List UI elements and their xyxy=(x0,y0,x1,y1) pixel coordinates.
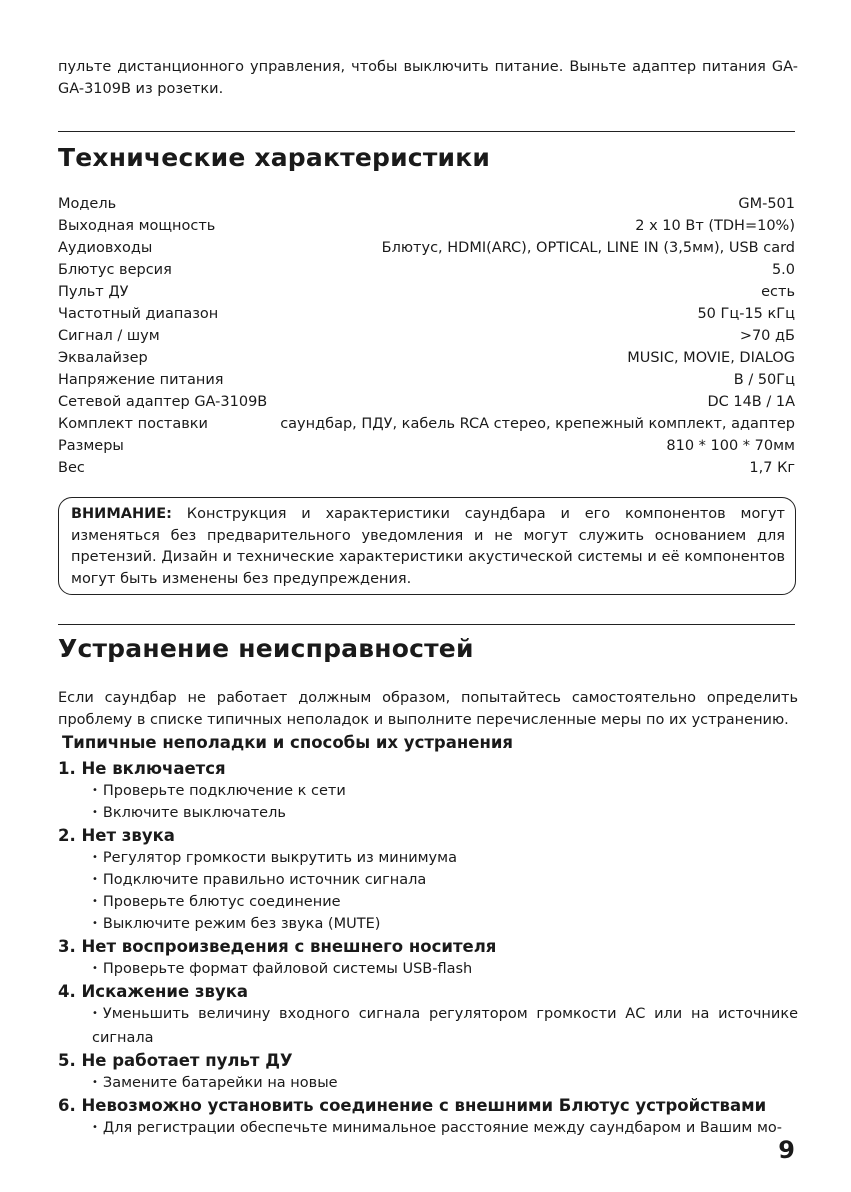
spec-row xyxy=(58,237,795,259)
spec-label: Эквалайзер xyxy=(58,350,148,366)
bullet-icon: • xyxy=(92,1122,98,1133)
troubleshooting-intro: Если саундбар не работает должным образом, попытайтесь самостоятельно определить проблему в списке типичных неполадок и выполните перечисленные меры по их устранению. xyxy=(58,690,798,728)
list-item xyxy=(58,1003,798,1049)
spec-label: Вес xyxy=(58,460,85,476)
spec-row xyxy=(58,435,795,457)
tip-text: Регулятор громкости выкрутить из минимума xyxy=(102,850,457,866)
spec-row xyxy=(58,457,795,479)
troubleshooting-heading: Устранение неисправностей xyxy=(58,634,474,663)
spec-value: 5.0 xyxy=(771,262,795,278)
list-item xyxy=(58,891,798,913)
spec-label: Частотный диапазон xyxy=(58,306,219,322)
spec-value: 1,7 Кг xyxy=(749,460,795,476)
tip-text: Замените батарейки на новые xyxy=(102,1075,338,1091)
spec-row xyxy=(58,215,795,237)
spec-row xyxy=(58,325,795,347)
issue-title: 1. Не включается xyxy=(58,759,226,778)
spec-label: Размеры xyxy=(58,438,124,454)
tip-text: Уменьшить величину входного сигнала регулятором громкости АС или на источнике сигнала xyxy=(92,1006,798,1046)
spec-value: В / 50Гц xyxy=(733,372,795,388)
spec-label: Пульт ДУ xyxy=(58,284,129,300)
section-divider-troubleshooting xyxy=(58,624,795,625)
spec-row xyxy=(58,193,795,215)
spec-value: есть xyxy=(761,284,795,300)
spec-label: Напряжение питания xyxy=(58,372,224,388)
issues-list xyxy=(58,757,798,1139)
spec-value: DC 14В / 1А xyxy=(707,394,795,410)
spec-row xyxy=(58,303,795,325)
specs-heading: Технические характеристики xyxy=(58,143,491,172)
tip-text: Выключите режим без звука (MUTE) xyxy=(102,916,381,932)
spec-row xyxy=(58,347,795,369)
spec-label: Сигнал / шум xyxy=(58,328,160,344)
tip-text: Проверьте подключение к сети xyxy=(102,783,346,799)
bullet-icon: • xyxy=(92,874,98,885)
issue-title: 4. Искажение звука xyxy=(58,982,249,1001)
spec-row xyxy=(58,259,795,281)
section-divider-specs xyxy=(58,131,795,132)
page-number: 9 xyxy=(778,1136,795,1164)
spec-label: Комплект поставки xyxy=(58,416,208,432)
tip-text: Подключите правильно источник сигнала xyxy=(102,872,427,888)
spec-label: Выходная мощность xyxy=(58,218,216,234)
spec-value: >70 дБ xyxy=(739,328,795,344)
specs-table xyxy=(58,193,795,479)
list-item xyxy=(58,913,798,935)
tip-text: Для регистрации обеспечьте минимальное расстояние между саундбаром и Вашим мо- xyxy=(102,1120,783,1136)
bullet-icon: • xyxy=(92,963,98,974)
list-item xyxy=(58,869,798,891)
spec-value: саундбар, ПДУ, кабель RCA стерео, крепежный комплект, адаптер xyxy=(280,416,795,432)
issue-title: 6. Невозможно установить соединение с внешними Блютус устройствами xyxy=(58,1096,767,1115)
tip-text: Проверьте блютус соединение xyxy=(102,894,341,910)
spec-value: GM-501 xyxy=(738,196,795,212)
list-item xyxy=(58,1072,798,1094)
bullet-icon: • xyxy=(92,785,98,796)
bullet-icon: • xyxy=(92,852,98,863)
spec-label: Модель xyxy=(58,196,117,212)
warning-text: Конструкция и характеристики саундбара и его компонентов могут изменяться без предварительного уведомления и не могут служить основанием для претензий. Дизайн и технические характеристики акустической системы и её компонентов могут быть изменены без предупреждения. xyxy=(71,506,785,587)
spec-value: 810 * 100 * 70мм xyxy=(666,438,795,454)
spec-value: 50 Гц-15 кГц xyxy=(697,306,795,322)
tip-text: Включите выключатель xyxy=(102,805,286,821)
spec-row xyxy=(58,369,795,391)
list-item xyxy=(58,1117,798,1139)
list-item xyxy=(58,802,798,824)
spec-row xyxy=(58,281,795,303)
spec-row xyxy=(58,413,795,435)
bullet-icon: • xyxy=(92,1008,98,1019)
list-item xyxy=(58,847,798,869)
spec-value: 2 х 10 Вт (TDH=10%) xyxy=(635,218,795,234)
list-item xyxy=(58,958,798,980)
intro-paragraph: пульте дистанционного управления, чтобы выключить питание. Выньте адаптер питания GA-GA-3109B из розетки. xyxy=(58,59,798,97)
spec-row xyxy=(58,391,795,413)
issue-title: 3. Нет воспроизведения с внешнего носителя xyxy=(58,937,497,956)
issue-title: 2. Нет звука xyxy=(58,826,175,845)
issue-title: 5. Не работает пульт ДУ xyxy=(58,1051,293,1070)
bullet-icon: • xyxy=(92,918,98,929)
spec-value: Блютус, HDMI(ARC), OPTICAL, LINE IN (3,5мм), USB card xyxy=(381,240,795,256)
tip-text: Проверьте формат файловой системы USB-flash xyxy=(102,961,473,977)
spec-label: Сетевой адаптер GA-3109B xyxy=(58,394,268,410)
warning-notice-box xyxy=(58,497,796,595)
spec-label: Аудиовходы xyxy=(58,240,153,256)
spec-value: MUSIC, MOVIE, DIALOG xyxy=(627,350,795,366)
spec-label: Блютус версия xyxy=(58,262,172,278)
troubleshooting-subheading: Типичные неполадки и способы их устранения xyxy=(62,733,514,752)
bullet-icon: • xyxy=(92,896,98,907)
bullet-icon: • xyxy=(92,807,98,818)
list-item xyxy=(58,780,798,802)
warning-label: ВНИМАНИЕ: xyxy=(71,506,172,522)
bullet-icon: • xyxy=(92,1077,98,1088)
